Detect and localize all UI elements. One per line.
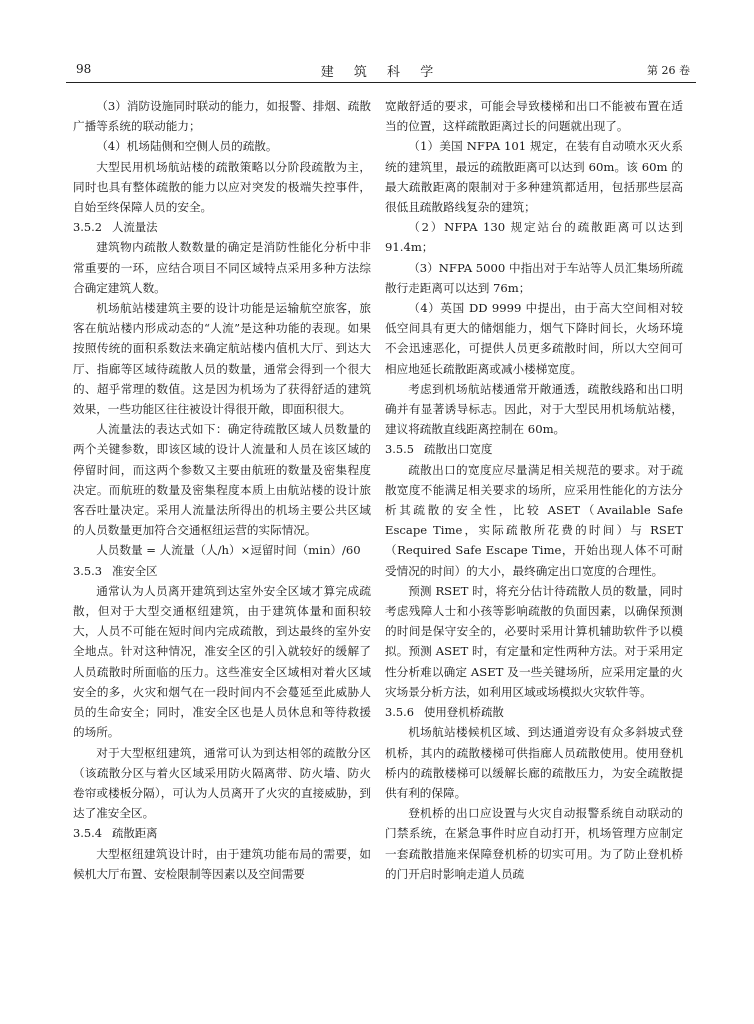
paragraph: 大型枢纽建筑设计时，由于建筑功能布局的需要，如候机大厅布置、安检限制等因素以及空间需要 (73, 846, 371, 881)
paragraph: （1）美国 NFPA 101 规定，在装有自动喷水灭火系统的建筑里，最远的疏散距离可以达到 60m。该 60m 的最大疏散距离的限制对于多种建筑都适用，包括那些层高很低且疏散路线复杂的建筑； (385, 139, 683, 215)
section-heading-3-5-4 (73, 823, 371, 843)
section-number: 3.5.3 (73, 563, 102, 578)
page-number: 98 (76, 62, 92, 76)
paragraph: （3）NFPA 5000 中指出对于车站等人员汇集场所疏散行走距离可以达到 76m； (385, 260, 683, 295)
paragraph: （4）机场陆侧和空侧人员的疏散。 (96, 139, 278, 154)
section-number: 3.5.5 (385, 442, 414, 457)
section-heading-3-5-5 (385, 439, 683, 459)
section-heading-3-5-3 (73, 561, 371, 581)
section-title: 使用登机桥疏散 (423, 705, 504, 720)
section-title: 疏散出口宽度 (423, 442, 493, 457)
paragraph: 大型民用机场航站楼的疏散策略以分阶段疏散为主，同时也具有整体疏散的能力以应对突发的极端失控事件，自始至终保障人员的安全。 (73, 159, 371, 215)
section-title: 准安全区 (111, 563, 158, 578)
volume-label: 第 26 卷 (647, 64, 690, 77)
paragraph: 机场航站楼建筑主要的设计功能是运输航空旅客，旅客在航站楼内形成动态的“人流”是这种功能的表现。如果按照传统的面积系数法来确定航站楼内值机大厅、到达大厅、指廊等区域待疏散人员的数量，通常会得到一个很大的、超乎常理的数值。这是因为机场为了获得舒适的建筑效果，一些功能区往往被设计得很开敞，即面积很大。 (73, 301, 371, 417)
journal-title: 建 筑 科 学 (320, 65, 442, 80)
paragraph: （4）英国 DD 9999 中提出，由于高大空间相对较低空间具有更大的储烟能力，烟气下降时间长，火场环境不会迅速恶化，可提供人员更多疏散时间，所以大空间可相应地延长疏散距离或减小楼梯宽度。 (385, 301, 683, 376)
section-number: 3.5.4 (73, 826, 102, 841)
left-column (73, 96, 371, 884)
paragraph: 建筑物内疏散人数数量的确定是消防性能化分析中非常重要的一环，应结合项目不同区域特点采用多种方法综合确定建筑人数。 (73, 240, 371, 295)
section-title: 疏散距离 (111, 826, 158, 841)
paragraph: 疏散出口的宽度应尽量满足相关规范的要求。对于疏散宽度不能满足相关要求的场所，应采用性能化的方法分析其疏散的安全性，比较 ASET（Available Safe Escape Time，实际疏散所花费的时间）与 RSET（Required Safe Escape Time，开始出现人体不可耐受情况的时间）的大小，最终确定出口宽度的合理性。 (385, 462, 683, 578)
right-column (385, 96, 683, 884)
paragraph: 预测 RSET 时，将充分估计待疏散人员的数量，同时考虑残障人士和小孩等影响疏散的负面因素，以确保预测的时间是保守安全的，必要时采用计算机辅助软件予以模拟。预测 ASET 时，有定量和定性两种方法。对于采用定性分析难以确定 ASET 及一些关键场所，应采用定量的火灾场景分析方法，如利用区域或场模拟火灾软件等。 (385, 583, 683, 699)
running-header (66, 56, 696, 78)
paragraph: 人流量法的表达式如下：确定待疏散区域人员数量的两个关键参数，即该区域的设计人流量和人员在该区域的停留时间，而这两个参数又主要由航班的数量及密集程度决定。而航班的数量及密集程度本质上由航站楼的设计旅客吞吐量决定。采用人流量法所得出的机场主要公共区域的人员数量更加符合交通枢纽运营的实际情况。 (73, 422, 371, 538)
section-heading-3-5-6 (385, 702, 683, 722)
formula: 人员数量 = 人流量（人/h）×逗留时间（min）/60 (96, 543, 361, 558)
section-number: 3.5.6 (385, 705, 414, 720)
section-number: 3.5.2 (73, 220, 102, 235)
paragraph: （3）消防设施同时联动的能力，如报警、排烟、疏散广播等系统的联动能力； (73, 99, 371, 134)
paragraph: 考虑到机场航站楼通常开敞通透，疏散线路和出口明确并有显著诱导标志。因此，对于大型民用机场航站楼，建议将疏散直线距离控制在 60m。 (385, 381, 683, 437)
paragraph: 通常认为人员离开建筑到达室外安全区域才算完成疏散，但对于大型交通枢纽建筑，由于建筑体量和面积较大，人员不可能在短时间内完成疏散，到达最终的室外安全地点。针对这种情况，准安全区的引入就较好的缓解了人员疏散时所面临的压力。这些准安全区域相对着火区域安全的多，火灾和烟气在一段时间内不会蔓延至此威胁人员的生命安全；同时，准安全区也是人员休息和等待救援的场所。 (73, 583, 371, 740)
paragraph: 宽敞舒适的要求，可能会导致楼梯和出口不能被布置在适当的位置，这样疏散距离过长的问题就出现了。 (385, 99, 683, 134)
paragraph: （2）NFPA 130 规定站台的疏散距离可以达到 91.4m； (385, 220, 683, 255)
header-rule (66, 82, 696, 83)
paragraph: 机场航站楼候机区域、到达通道旁设有众多斜坡式登机桥，其内的疏散楼梯可供指廊人员疏散使用。使用登机桥内的疏散楼梯可以缓解长廊的疏散压力，为安全疏散提供有利的保障。 (385, 725, 683, 800)
section-heading-3-5-2 (73, 217, 371, 237)
paragraph: 对于大型枢纽建筑，通常可认为到达相邻的疏散分区（该疏散分区与着火区域采用防火隔离带、防火墙、防火卷帘或楼板分隔），可认为人员离开了火灾的直接威胁，到达了准安全区。 (73, 745, 371, 821)
section-title: 人流量法 (111, 220, 158, 235)
paragraph: 登机桥的出口应设置与火灾自动报警系统自动联动的门禁系统，在紧急事件时应自动打开，机场管理方应制定一套疏散措施来保障登机桥的切实可用。为了防止登机桥的门开启时影响走道人员疏 (385, 806, 683, 881)
